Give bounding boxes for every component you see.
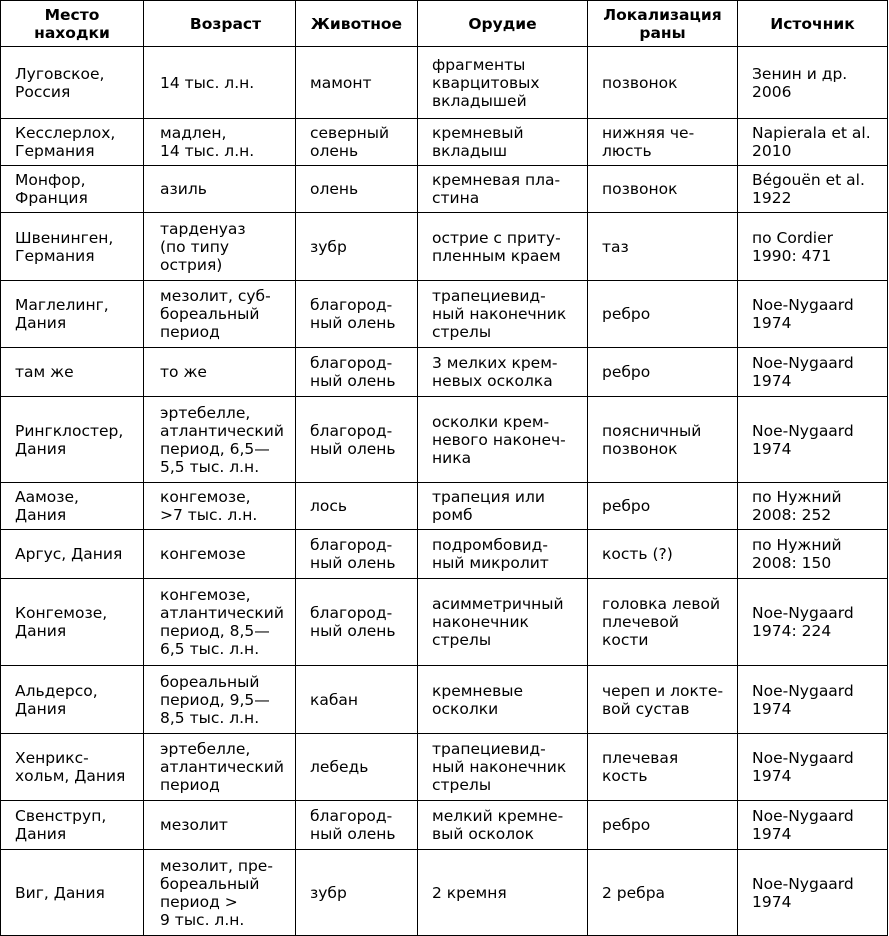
cell-place: Маглелинг, Дания [1, 281, 144, 348]
cell-place: Альдерсо, Дания [1, 666, 144, 734]
table-row [1, 850, 888, 936]
header-age: Возраст [144, 1, 296, 47]
cell-source: Noe-Nygaard 1974 [738, 850, 888, 936]
cell-animal: благород- ный олень [296, 579, 418, 666]
cell-age: конгемозе [144, 530, 296, 579]
cell-age: конгемозе, атлантический период, 8,5— 6,5 тыс. л.н. [144, 579, 296, 666]
cell-tool: асимметричный наконечник стрелы [418, 579, 588, 666]
cell-place: Кесслерлох, Германия [1, 119, 144, 166]
cell-age: мадлен, 14 тыс. л.н. [144, 119, 296, 166]
cell-source: Bégouën et al. 1922 [738, 166, 888, 213]
cell-wound-location: череп и локте- вой сустав [588, 666, 738, 734]
cell-age: то же [144, 348, 296, 397]
table-row [1, 281, 888, 348]
cell-source: Napierala et al. 2010 [738, 119, 888, 166]
cell-place: Свенструп, Дания [1, 801, 144, 850]
cell-place: Монфор, Франция [1, 166, 144, 213]
cell-tool: подромбовид- ный микролит [418, 530, 588, 579]
table-row [1, 166, 888, 213]
cell-tool: трапециевид- ный наконечник стрелы [418, 734, 588, 801]
cell-animal: зубр [296, 213, 418, 281]
table-row [1, 119, 888, 166]
cell-wound-location: нижняя че- люсть [588, 119, 738, 166]
cell-place: там же [1, 348, 144, 397]
cell-tool: 2 кремня [418, 850, 588, 936]
cell-source: по Cordier 1990: 471 [738, 213, 888, 281]
cell-wound-location: ребро [588, 483, 738, 530]
cell-tool: острие с приту- пленным краем [418, 213, 588, 281]
cell-age: эртебелле, атлантический период, 6,5— 5,5 тыс. л.н. [144, 397, 296, 483]
cell-age: конгемозе, >7 тыс. л.н. [144, 483, 296, 530]
cell-animal: олень [296, 166, 418, 213]
cell-age: тарденуаз (по типу острия) [144, 213, 296, 281]
table-row [1, 666, 888, 734]
cell-age: мезолит, пре- бореальный период > 9 тыс. л.н. [144, 850, 296, 936]
cell-age: 14 тыс. л.н. [144, 47, 296, 119]
cell-tool: осколки крем- невого наконеч- ника [418, 397, 588, 483]
cell-source: Noe-Nygaard 1974 [738, 348, 888, 397]
cell-tool: 3 мелких крем- невых осколка [418, 348, 588, 397]
cell-animal: зубр [296, 850, 418, 936]
table-body [1, 47, 888, 936]
cell-animal: благород- ный олень [296, 281, 418, 348]
cell-wound-location: головка левой плечевой кости [588, 579, 738, 666]
cell-wound-location: ребро [588, 281, 738, 348]
table-row [1, 530, 888, 579]
table-row [1, 47, 888, 119]
cell-tool: кремневая пла- стина [418, 166, 588, 213]
table-row [1, 801, 888, 850]
cell-source: Зенин и др. 2006 [738, 47, 888, 119]
cell-wound-location: ребро [588, 801, 738, 850]
cell-place: Хенрикс- хольм, Дания [1, 734, 144, 801]
table-row [1, 579, 888, 666]
header-animal: Животное [296, 1, 418, 47]
cell-wound-location: таз [588, 213, 738, 281]
cell-tool: трапеция или ромб [418, 483, 588, 530]
cell-animal: северный олень [296, 119, 418, 166]
cell-animal: благород- ный олень [296, 801, 418, 850]
cell-source: Noe-Nygaard 1974 [738, 734, 888, 801]
cell-source: Noe-Nygaard 1974: 224 [738, 579, 888, 666]
cell-wound-location: 2 ребра [588, 850, 738, 936]
cell-animal: мамонт [296, 47, 418, 119]
cell-animal: лось [296, 483, 418, 530]
cell-wound-location: позвонок [588, 166, 738, 213]
cell-wound-location: плечевая кость [588, 734, 738, 801]
cell-source: Noe-Nygaard 1974 [738, 281, 888, 348]
header-tool: Орудие [418, 1, 588, 47]
header-place: Место находки [1, 1, 144, 47]
cell-tool: мелкий кремне- вый осколок [418, 801, 588, 850]
cell-wound-location: позвонок [588, 47, 738, 119]
cell-tool: кремневые осколки [418, 666, 588, 734]
cell-tool: кремневый вкладыш [418, 119, 588, 166]
cell-place: Рингклостер, Дания [1, 397, 144, 483]
cell-animal: кабан [296, 666, 418, 734]
table-row [1, 483, 888, 530]
cell-place: Аамозе, Дания [1, 483, 144, 530]
cell-place: Луговское, Россия [1, 47, 144, 119]
cell-source: по Нужний 2008: 252 [738, 483, 888, 530]
cell-source: по Нужний 2008: 150 [738, 530, 888, 579]
cell-place: Виг, Дания [1, 850, 144, 936]
header-row [1, 1, 888, 47]
cell-wound-location: ребро [588, 348, 738, 397]
cell-animal: благород- ный олень [296, 397, 418, 483]
cell-age: мезолит, суб- бореальный период [144, 281, 296, 348]
header-source: Источник [738, 1, 888, 47]
cell-animal: лебедь [296, 734, 418, 801]
cell-tool: трапециевид- ный наконечник стрелы [418, 281, 588, 348]
cell-source: Noe-Nygaard 1974 [738, 666, 888, 734]
cell-age: эртебелле, атлантический период [144, 734, 296, 801]
cell-source: Noe-Nygaard 1974 [738, 397, 888, 483]
cell-place: Конгемозе, Дания [1, 579, 144, 666]
cell-place: Швенинген, Германия [1, 213, 144, 281]
cell-place: Аргус, Дания [1, 530, 144, 579]
table-row [1, 213, 888, 281]
cell-source: Noe-Nygaard 1974 [738, 801, 888, 850]
cell-age: бореальный период, 9,5— 8,5 тыс. л.н. [144, 666, 296, 734]
cell-age: мезолит [144, 801, 296, 850]
cell-animal: благород- ный олень [296, 530, 418, 579]
cell-wound-location: поясничный позвонок [588, 397, 738, 483]
cell-animal: благород- ный олень [296, 348, 418, 397]
cell-wound-location: кость (?) [588, 530, 738, 579]
table-row [1, 348, 888, 397]
table-header [1, 1, 888, 47]
cell-tool: фрагменты кварцитовых вкладышей [418, 47, 588, 119]
table-row [1, 734, 888, 801]
header-wound-location: Локализация раны [588, 1, 738, 47]
cell-age: азиль [144, 166, 296, 213]
table-row [1, 397, 888, 483]
